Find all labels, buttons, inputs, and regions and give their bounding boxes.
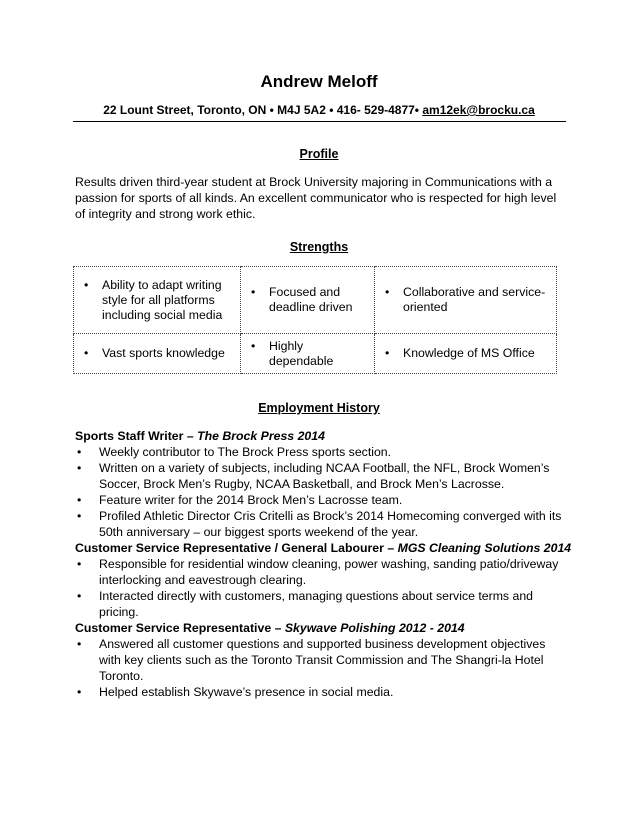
bullet-text: Answered all customer questions and supported business development objectives with key clients such as the Toronto Transit Commission and The Shangri-la Hotel Toronto. [99, 637, 546, 683]
job-bullets [75, 444, 567, 540]
job-role: Customer Service Representative – [75, 621, 285, 635]
contact-line [0, 103, 638, 117]
bullet-icon: • [251, 338, 256, 353]
candidate-name: Andrew Meloff [260, 72, 378, 91]
strengths-row [74, 267, 557, 334]
bullet-text: Written on a variety of subjects, including NCAA Football, the NFL, Brock Women’s Soccer, Brock Men’s Rugby, NCAA Basketball, and Brock Men’s Lacrosse. [99, 461, 550, 491]
strength-cell [241, 334, 375, 374]
list-item [75, 444, 567, 460]
strength-text: Collaborative and service-oriented [403, 285, 546, 314]
strength-text: Highly dependable [269, 338, 334, 368]
job-title [75, 541, 575, 555]
strength-text: Vast sports knowledge [102, 346, 225, 360]
job-title [75, 621, 575, 635]
bullet-text: Responsible for residential window cleaning, power washing, sanding patio/driveway interlocking and eavestrough clearing. [99, 557, 559, 587]
bullet-icon: • [77, 461, 82, 475]
bullet-icon: • [385, 285, 390, 299]
bullet-icon: • [385, 346, 390, 360]
list-item [75, 684, 567, 700]
bullet-text: Weekly contributor to The Brock Press sports section. [99, 445, 392, 459]
bullet-text: Helped establish Skywave’s presence in social media. [99, 685, 394, 699]
strengths-table [73, 266, 557, 374]
bullet-icon: • [77, 557, 82, 571]
strength-cell [74, 267, 241, 334]
job-company: MGS Cleaning Solutions 2014 [397, 541, 572, 555]
email-link[interactable]: am12ek@brocku.ca [422, 103, 535, 117]
strengths-heading: Strengths [289, 240, 349, 254]
job-title [75, 429, 575, 443]
bullet-text: Profiled Athletic Director Cris Critelli as Brock’s 2014 Homecoming converged with its 50th anniversary – our biggest sports weekend of the year. [99, 509, 562, 539]
bullet-icon: • [77, 685, 82, 699]
list-item [75, 460, 567, 492]
list-item [75, 636, 567, 684]
job-company: Skywave Polishing 2012 - 2014 [284, 621, 465, 635]
bullet-icon: • [77, 493, 82, 507]
job-bullets [75, 556, 567, 620]
list-item [75, 556, 567, 588]
strengths-row [74, 334, 557, 374]
job-company: The Brock Press 2014 [197, 429, 325, 443]
job-role: Customer Service Representative / General Labourer – [75, 541, 398, 555]
bullet-icon: • [77, 509, 82, 523]
contact-details: 22 Lount Street, Toronto, ON • M4J 5A2 • 416- 529-4877• [103, 103, 423, 117]
employment-heading: Employment History [258, 401, 380, 415]
bullet-text: Interacted directly with customers, managing questions about service terms and pricing. [99, 589, 534, 619]
strength-cell [375, 267, 557, 334]
bullet-icon: • [77, 589, 82, 603]
bullet-icon: • [84, 346, 89, 360]
strength-cell [375, 334, 557, 374]
header-divider [73, 121, 566, 122]
strength-text: Knowledge of MS Office [403, 346, 535, 360]
bullet-icon: • [77, 637, 82, 651]
strength-text: Ability to adapt writing style for all platforms including social media [102, 277, 223, 322]
strength-text: Focused and deadline driven [269, 285, 353, 314]
strength-cell [241, 267, 375, 334]
profile-text: Results driven third-year student at Brock University majoring in Communications with a passion for sports of all kinds. An excellent communicator who is respected for high level of integrity and strong work ethic. [75, 175, 557, 221]
list-item [75, 492, 567, 508]
list-item [75, 508, 567, 540]
bullet-icon: • [77, 445, 82, 459]
strength-cell [74, 334, 241, 374]
list-item [75, 588, 567, 620]
job-bullets [75, 636, 567, 700]
bullet-text: Feature writer for the 2014 Brock Men’s Lacrosse team. [99, 493, 403, 507]
bullet-icon: • [84, 277, 89, 292]
bullet-icon: • [251, 285, 256, 299]
profile-heading: Profile [299, 147, 339, 161]
job-role: Sports Staff Writer – [75, 429, 198, 443]
